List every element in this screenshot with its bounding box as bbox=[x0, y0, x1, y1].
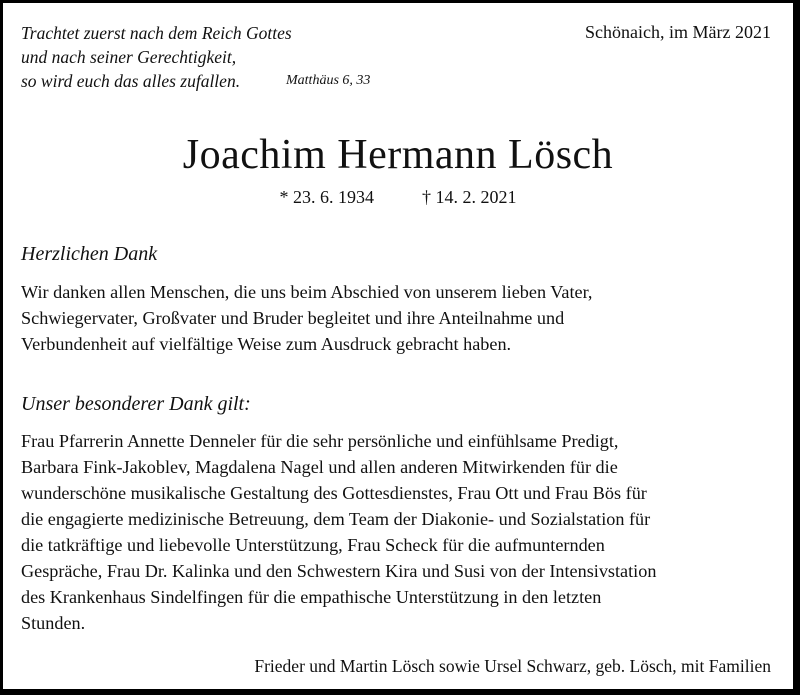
verse-line: Trachtet zuerst nach dem Reich Gottes bbox=[21, 23, 292, 43]
paragraph-line: Frau Pfarrerin Annette Denneler für die sehr persönliche und einfühlsame Predigt, bbox=[21, 431, 619, 451]
place-date: Schönaich, im März 2021 bbox=[585, 22, 771, 42]
paragraph-line: die tatkräftige und liebevolle Unterstützung, Frau Scheck für die aufmunternden bbox=[21, 535, 605, 555]
paragraph-line: Gespräche, Frau Dr. Kalinka und den Schwestern Kira und Susi von der Intensivstation bbox=[21, 561, 657, 581]
verse-line: so wird euch das alles zufallen. bbox=[21, 71, 241, 91]
section-heading-thanks: Herzlichen Dank bbox=[21, 243, 158, 265]
birth-date: * 23. 6. 1934 bbox=[279, 187, 374, 207]
verse-reference: Matthäus 6, 33 bbox=[286, 73, 371, 88]
life-dates bbox=[3, 187, 793, 208]
paragraph-line: Barbara Fink-Jakoblev, Magdalena Nagel und allen anderen Mitwirkenden für die bbox=[21, 457, 618, 477]
paragraph-line: Schwiegervater, Großvater und Bruder begleitet und ihre Anteilnahme und bbox=[21, 308, 565, 328]
verse-line: und nach seiner Gerechtigkeit, bbox=[21, 47, 237, 67]
thanks-paragraph bbox=[21, 279, 592, 357]
deceased-name: Joachim Hermann Lösch bbox=[182, 132, 614, 178]
paragraph-line: Wir danken allen Menschen, die uns beim Abschied von unserem lieben Vater, bbox=[21, 282, 593, 302]
paragraph-line: Verbundenheit auf vielfältige Weise zum Ausdruck gebracht haben. bbox=[21, 334, 512, 354]
paragraph-line: Stunden. bbox=[21, 613, 86, 633]
bible-verse bbox=[21, 21, 292, 93]
section-heading-special-thanks: Unser besonderer Dank gilt: bbox=[21, 393, 251, 415]
death-date: † 14. 2. 2021 bbox=[422, 187, 517, 207]
special-thanks-paragraph bbox=[21, 428, 656, 636]
paragraph-line: die engagierte medizinische Betreuung, dem Team der Diakonie- und Sozialstation für bbox=[21, 509, 651, 529]
paragraph-line: wunderschöne musikalische Gestaltung des Gottesdienstes, Frau Ott und Frau Bös für bbox=[21, 483, 647, 503]
paragraph-line: des Krankenhaus Sindelfingen für die empathische Unterstützung in den letzten bbox=[21, 587, 602, 607]
family-signature: Frieder und Martin Lösch sowie Ursel Schwarz, geb. Lösch, mit Familien bbox=[254, 656, 771, 676]
